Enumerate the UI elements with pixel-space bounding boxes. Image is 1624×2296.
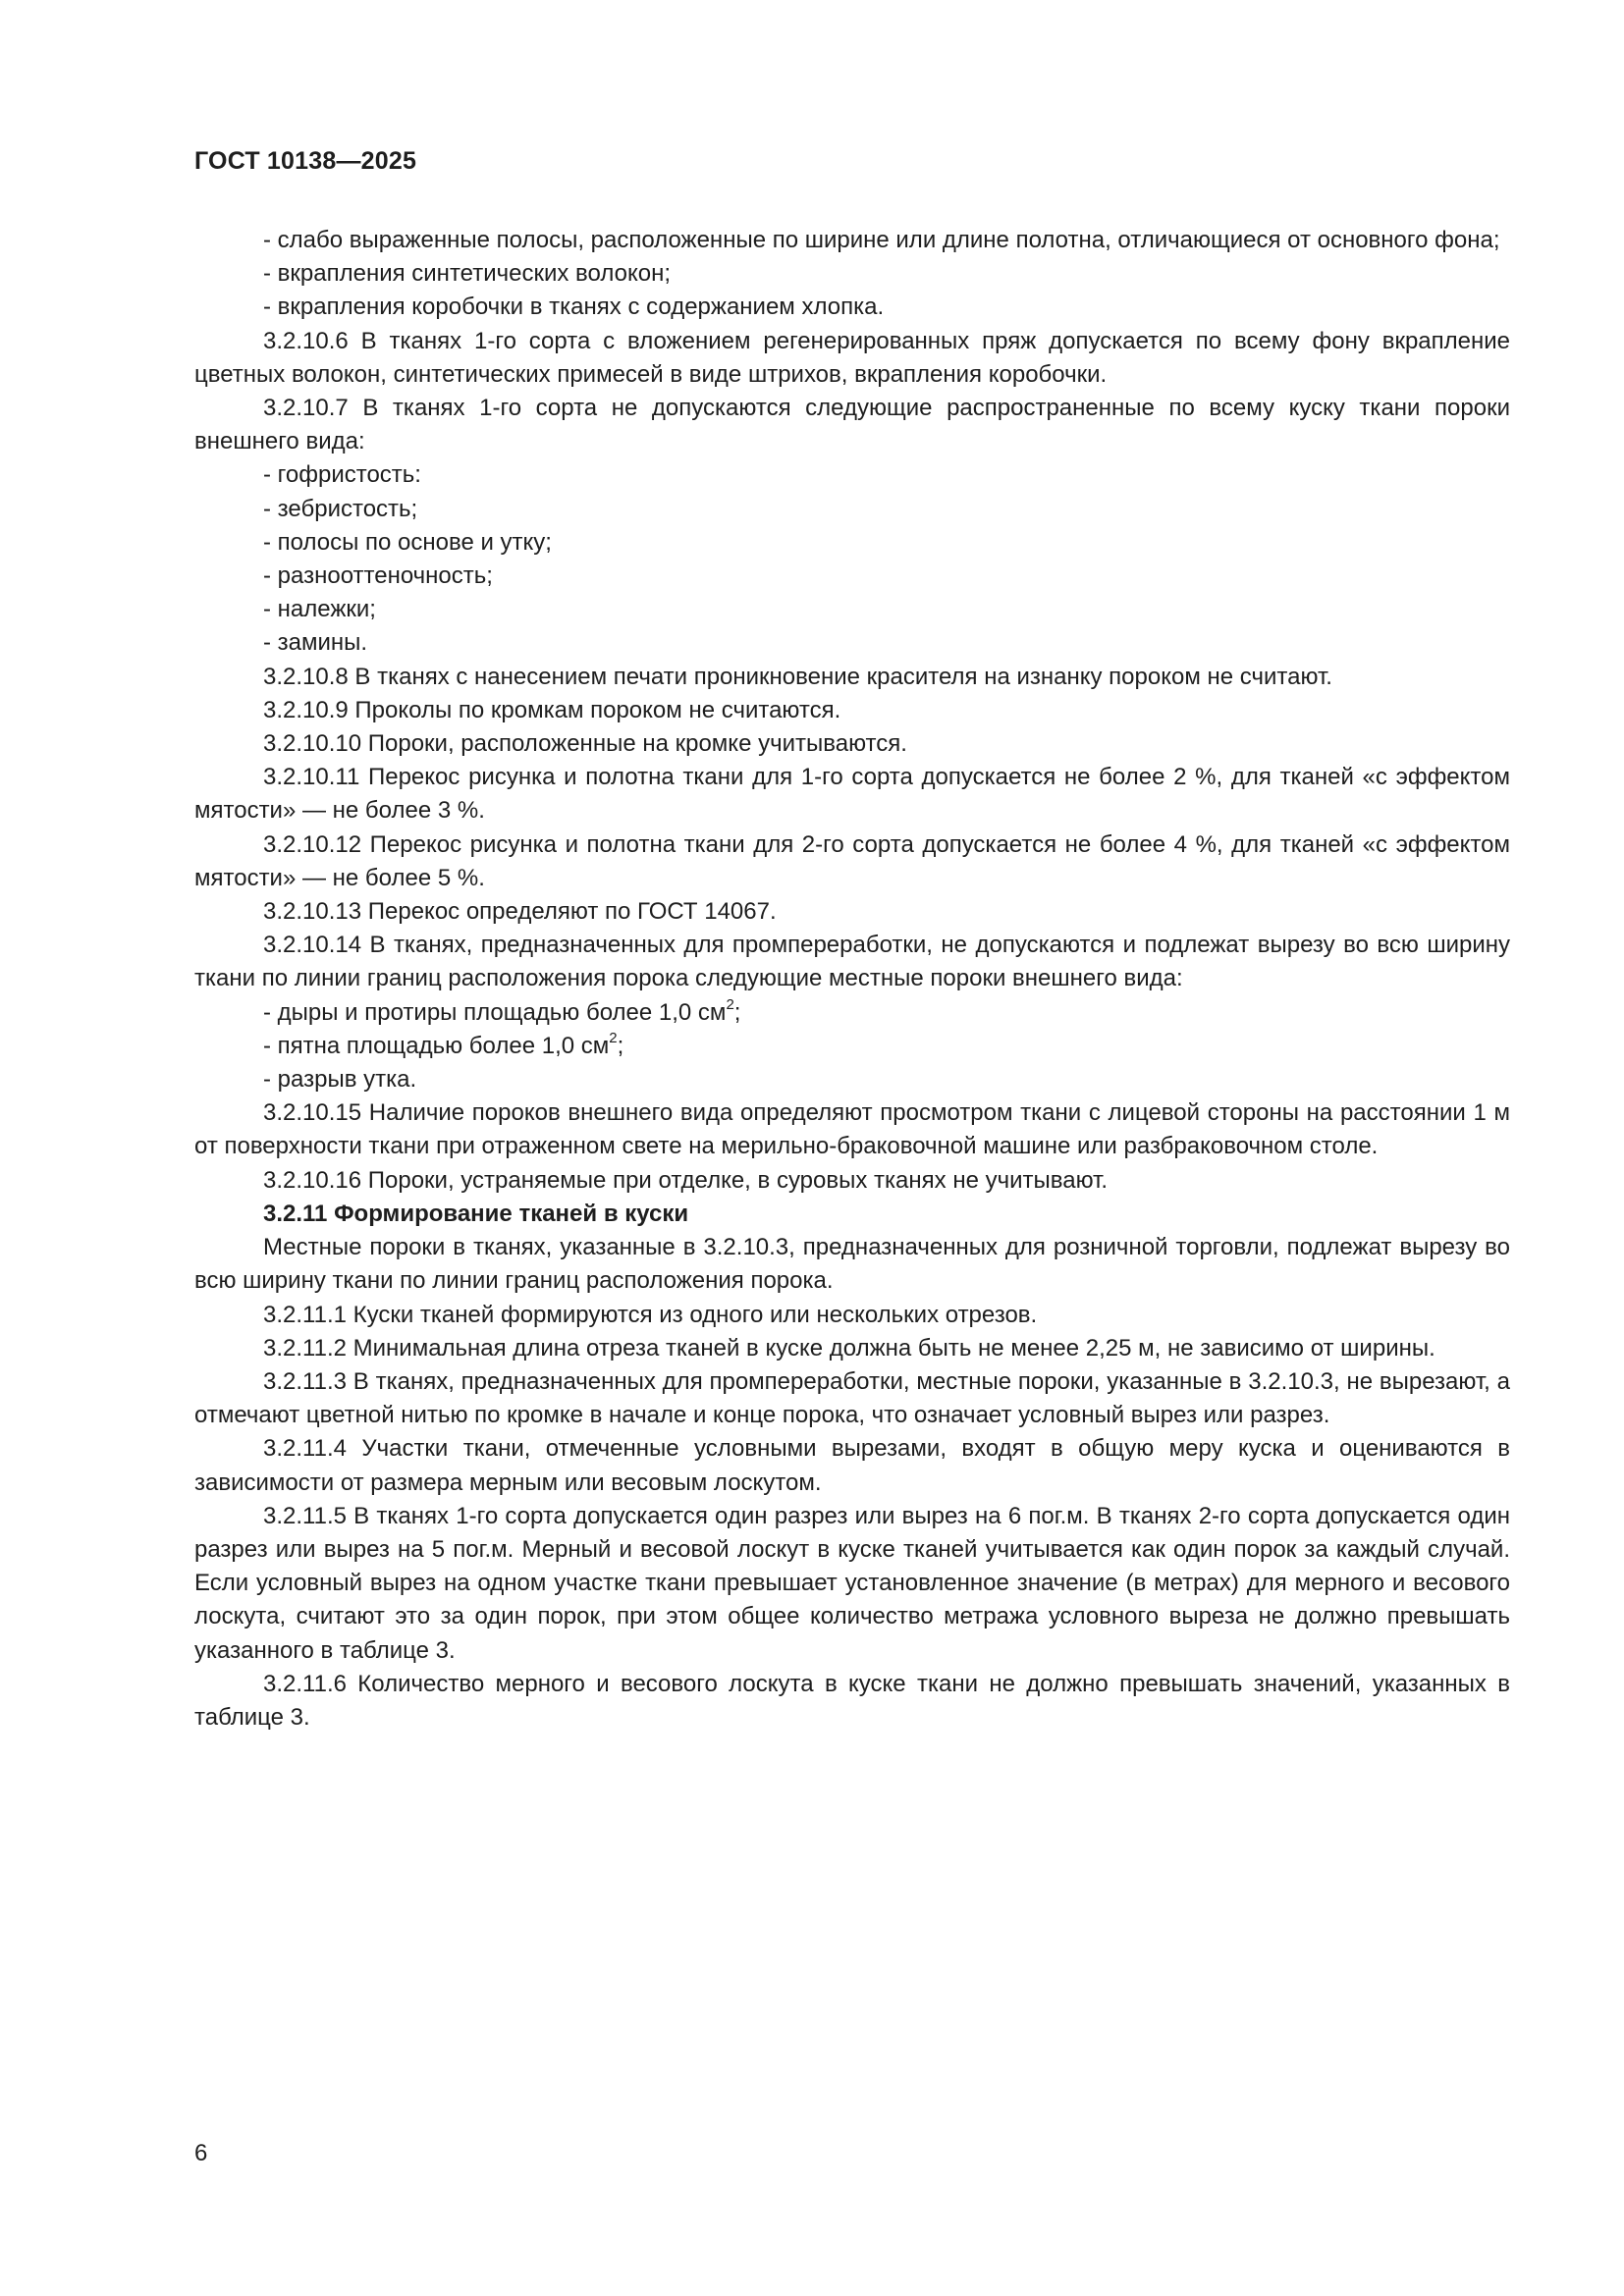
- clause-3-2-11-3: 3.2.11.3 В тканях, предназначенных для промпереработки, местные пороки, указанные в 3.2.10.3, не вырезают, а отмечают цветной нитью по кромке в начале и конце порока, что означает условный вырез или разрез.: [194, 1367, 1510, 1429]
- clause-3-2-10-16: 3.2.10.16 Пороки, устраняемые при отделке, в суровых тканях не учитывают.: [263, 1166, 1109, 1194]
- clause-3-2-10-15: 3.2.10.15 Наличие пороков внешнего вида определяют просмотром ткани с лицевой стороны на расстоянии 1 м от поверхности ткани при отраженном свете на мерильно-браковочной машине или разбраковочном столе.: [194, 1099, 1510, 1160]
- clause-3-2-10-13: 3.2.10.13 Перекос определяют по ГОСТ 14067.: [263, 898, 777, 926]
- list-item: - разрыв утка.: [263, 1066, 417, 1094]
- section-heading: 3.2.11 Формирование тканей в куски: [263, 1200, 689, 1227]
- list-item: - пятна площадью более 1,0 $см^2$;: [263, 1029, 624, 1059]
- clause-3-2-10-6: 3.2.10.6 В тканях 1-го сорта с вложением регенерированных пряж допускается по всему фону вкрапление цветных волокон, синтетических примесей в виде штрихов, вкрапления коробочки.: [194, 327, 1510, 388]
- list-item: - полосы по основе и утку;: [263, 528, 552, 556]
- clause-3-2-10-12: 3.2.10.12 Перекос рисунка и полотна ткани для 2-го сорта допускается не более 4 %, для тканей «с эффектом мятости» — не более 5 %.: [194, 830, 1510, 891]
- clause-3-2-11-4: 3.2.11.4 Участки ткани, отмеченные условными вырезами, входят в общую меру куска и оцениваются в зависимости от размера мерным или весовым лоскутом.: [194, 1435, 1510, 1496]
- clause-3-2-11-1: 3.2.11.1 Куски тканей формируются из одного или нескольких отрезов.: [263, 1301, 1038, 1328]
- list-item: - вкрапления коробочки в тканях с содержанием хлопка.: [263, 294, 885, 321]
- list-item: - дыры и протиры площадью более 1,0 $см^2$;: [263, 995, 741, 1026]
- document-body: [194, 224, 1510, 1735]
- clause-3-2-10-10: 3.2.10.10 Пороки, расположенные на кромке учитываются.: [263, 730, 907, 758]
- list-item: - гофристость:: [263, 461, 421, 489]
- list-item: - разнооттеночность;: [263, 562, 493, 590]
- clause-3-2-11-5: 3.2.11.5 В тканях 1-го сорта допускается один разрез или вырез на 6 пог.м. В тканях 2-го сорта допускается один разрез или вырез на 5 пог.м. Мерный и весовой лоскут в куске тканей учитывается как один порок за каждый случай. Если условный вырез на одном участке ткани превышает установленное значение (в метрах) для мерного и весового лоскута, считают это за один порок, при этом общее количество метража условного выреза не должно превышать указанного в таблице 3.: [194, 1502, 1510, 1664]
- clause-3-2-10-14: 3.2.10.14 В тканях, предназначенных для промпереработки, не допускаются и подлежат вырезу во всю ширину ткани по линии границ расположения порока следующие местные пороки внешнего вида:: [194, 932, 1510, 992]
- paragraph: - слабо выраженные полосы, расположенные по ширине или длине полотна, отличающиеся от основного фона;: [263, 227, 1500, 253]
- clause-3-2-10-9: 3.2.10.9 Проколы по кромкам пороком не считаются.: [263, 696, 841, 723]
- clause-3-2-11-2: 3.2.11.2 Минимальная длина отреза тканей в куске должна быть не менее 2,25 м, не зависимо от ширины.: [263, 1334, 1435, 1362]
- paragraph: Местные пороки в тканях, указанные в 3.2.10.3, предназначенных для розничной торговли, подлежат вырезу во всю ширину ткани по линии границ расположения порока.: [194, 1234, 1510, 1295]
- list-item: - вкрапления синтетических волокон;: [263, 260, 671, 288]
- clause-3-2-10-8: 3.2.10.8 В тканях с нанесением печати проникновение красителя на изнанку пороком не считают.: [263, 663, 1332, 690]
- list-item: - зебристость;: [263, 495, 418, 522]
- list-item: - належки;: [263, 596, 376, 623]
- list-item: - замины.: [263, 629, 368, 657]
- page-number: 6: [194, 2140, 208, 2166]
- clause-3-2-10-11: 3.2.10.11 Перекос рисунка и полотна ткани для 1-го сорта допускается не более 2 %, для тканей «с эффектом мятости» — не более 3 %.: [194, 764, 1510, 825]
- document-header: ГОСТ 10138—2025: [194, 147, 417, 175]
- clause-3-2-10-7: 3.2.10.7 В тканях 1-го сорта не допускаются следующие распространенные по всему куску ткани пороки внешнего вида:: [194, 395, 1510, 455]
- clause-3-2-11-6: 3.2.11.6 Количество мерного и весового лоскута в куске ткани не должно превышать значений, указанных в таблице 3.: [194, 1670, 1510, 1731]
